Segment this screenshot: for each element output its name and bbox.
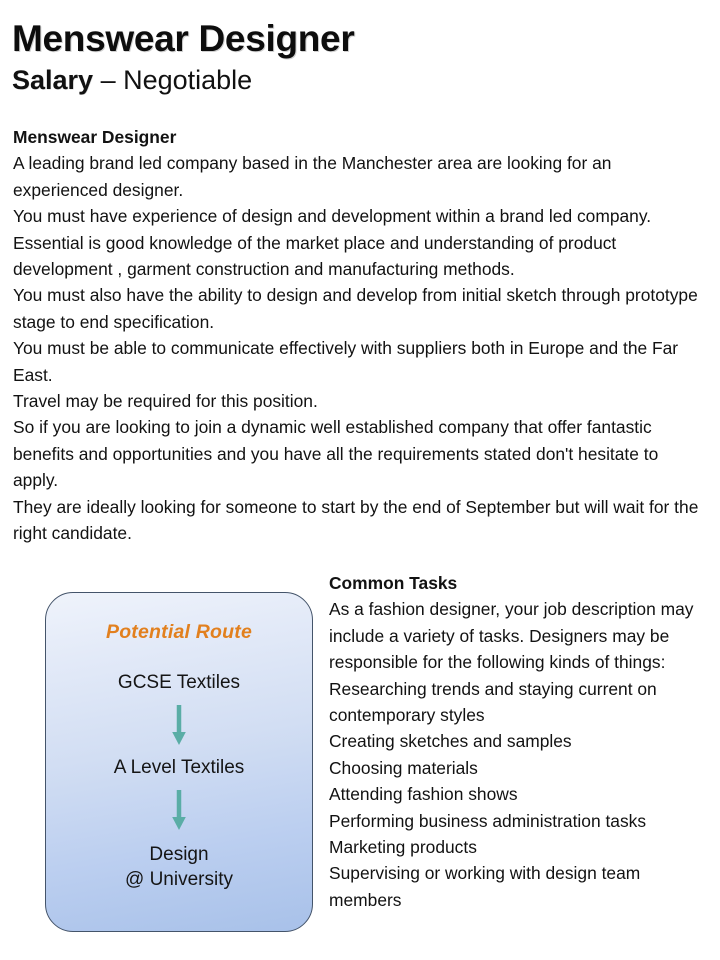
heading-block	[12, 18, 702, 96]
common-task-item: Attending fashion shows	[329, 784, 518, 805]
body-paragraph: A leading brand led company based in the Manchester area are looking for an experienced designer.	[13, 153, 612, 200]
route-step-gcse: GCSE Textiles	[117, 672, 241, 693]
job-description-body	[13, 124, 705, 547]
body-paragraph: You must also have the ability to design and develop from initial sketch through prototype stage to end specification.	[13, 285, 698, 332]
body-paragraph: You must have experience of design and development within a brand led company.	[13, 206, 652, 227]
route-step-university-line1: Design	[149, 844, 209, 865]
common-task-item: Marketing products	[329, 837, 477, 858]
body-paragraph: Essential is good knowledge of the market place and understanding of product development , garment construction and manufacturing methods.	[13, 232, 617, 280]
common-task-item: Creating sketches and samples	[329, 731, 572, 752]
common-task-item: Supervising or working with design team members	[329, 863, 641, 910]
down-arrow-icon	[170, 701, 188, 749]
body-paragraph: They are ideally looking for someone to start by the end of September but will wait for the right candidate.	[13, 496, 699, 544]
route-diagram-title: Potential Route	[105, 621, 252, 643]
common-task-item: Researching trends and staying current on contemporary styles	[329, 678, 657, 726]
common-tasks-heading: Common Tasks	[329, 573, 458, 593]
salary-label: Salary	[12, 65, 94, 95]
down-arrow-icon	[170, 786, 188, 834]
route-step-university-line2: @ University	[125, 869, 233, 890]
body-paragraph: Travel may be required for this position.	[13, 391, 318, 412]
common-tasks-intro: As a fashion designer, your job description may include a variety of tasks. Designers may be responsible for the following kinds of things:	[329, 599, 694, 673]
lower-section	[0, 566, 720, 960]
body-paragraph: So if you are looking to join a dynamic well established company that offer fantastic benefits and opportunities and you have all the requirements stated don't hesitate to apply.	[13, 417, 659, 491]
body-lede: Menswear Designer	[13, 127, 177, 147]
route-step-university	[125, 842, 233, 892]
potential-route-diagram	[45, 592, 313, 932]
salary-value: – Negotiable	[93, 65, 253, 95]
common-tasks-column	[329, 570, 709, 913]
route-step-a-level: A Level Textiles	[113, 757, 245, 778]
body-paragraph: You must be able to communicate effectively with suppliers both in Europe and the Far East.	[13, 338, 679, 385]
page-title: Menswear Designer	[12, 18, 355, 59]
common-task-item: Performing business administration tasks	[329, 810, 647, 831]
common-task-item: Choosing materials	[329, 757, 478, 778]
salary-line	[12, 64, 702, 96]
